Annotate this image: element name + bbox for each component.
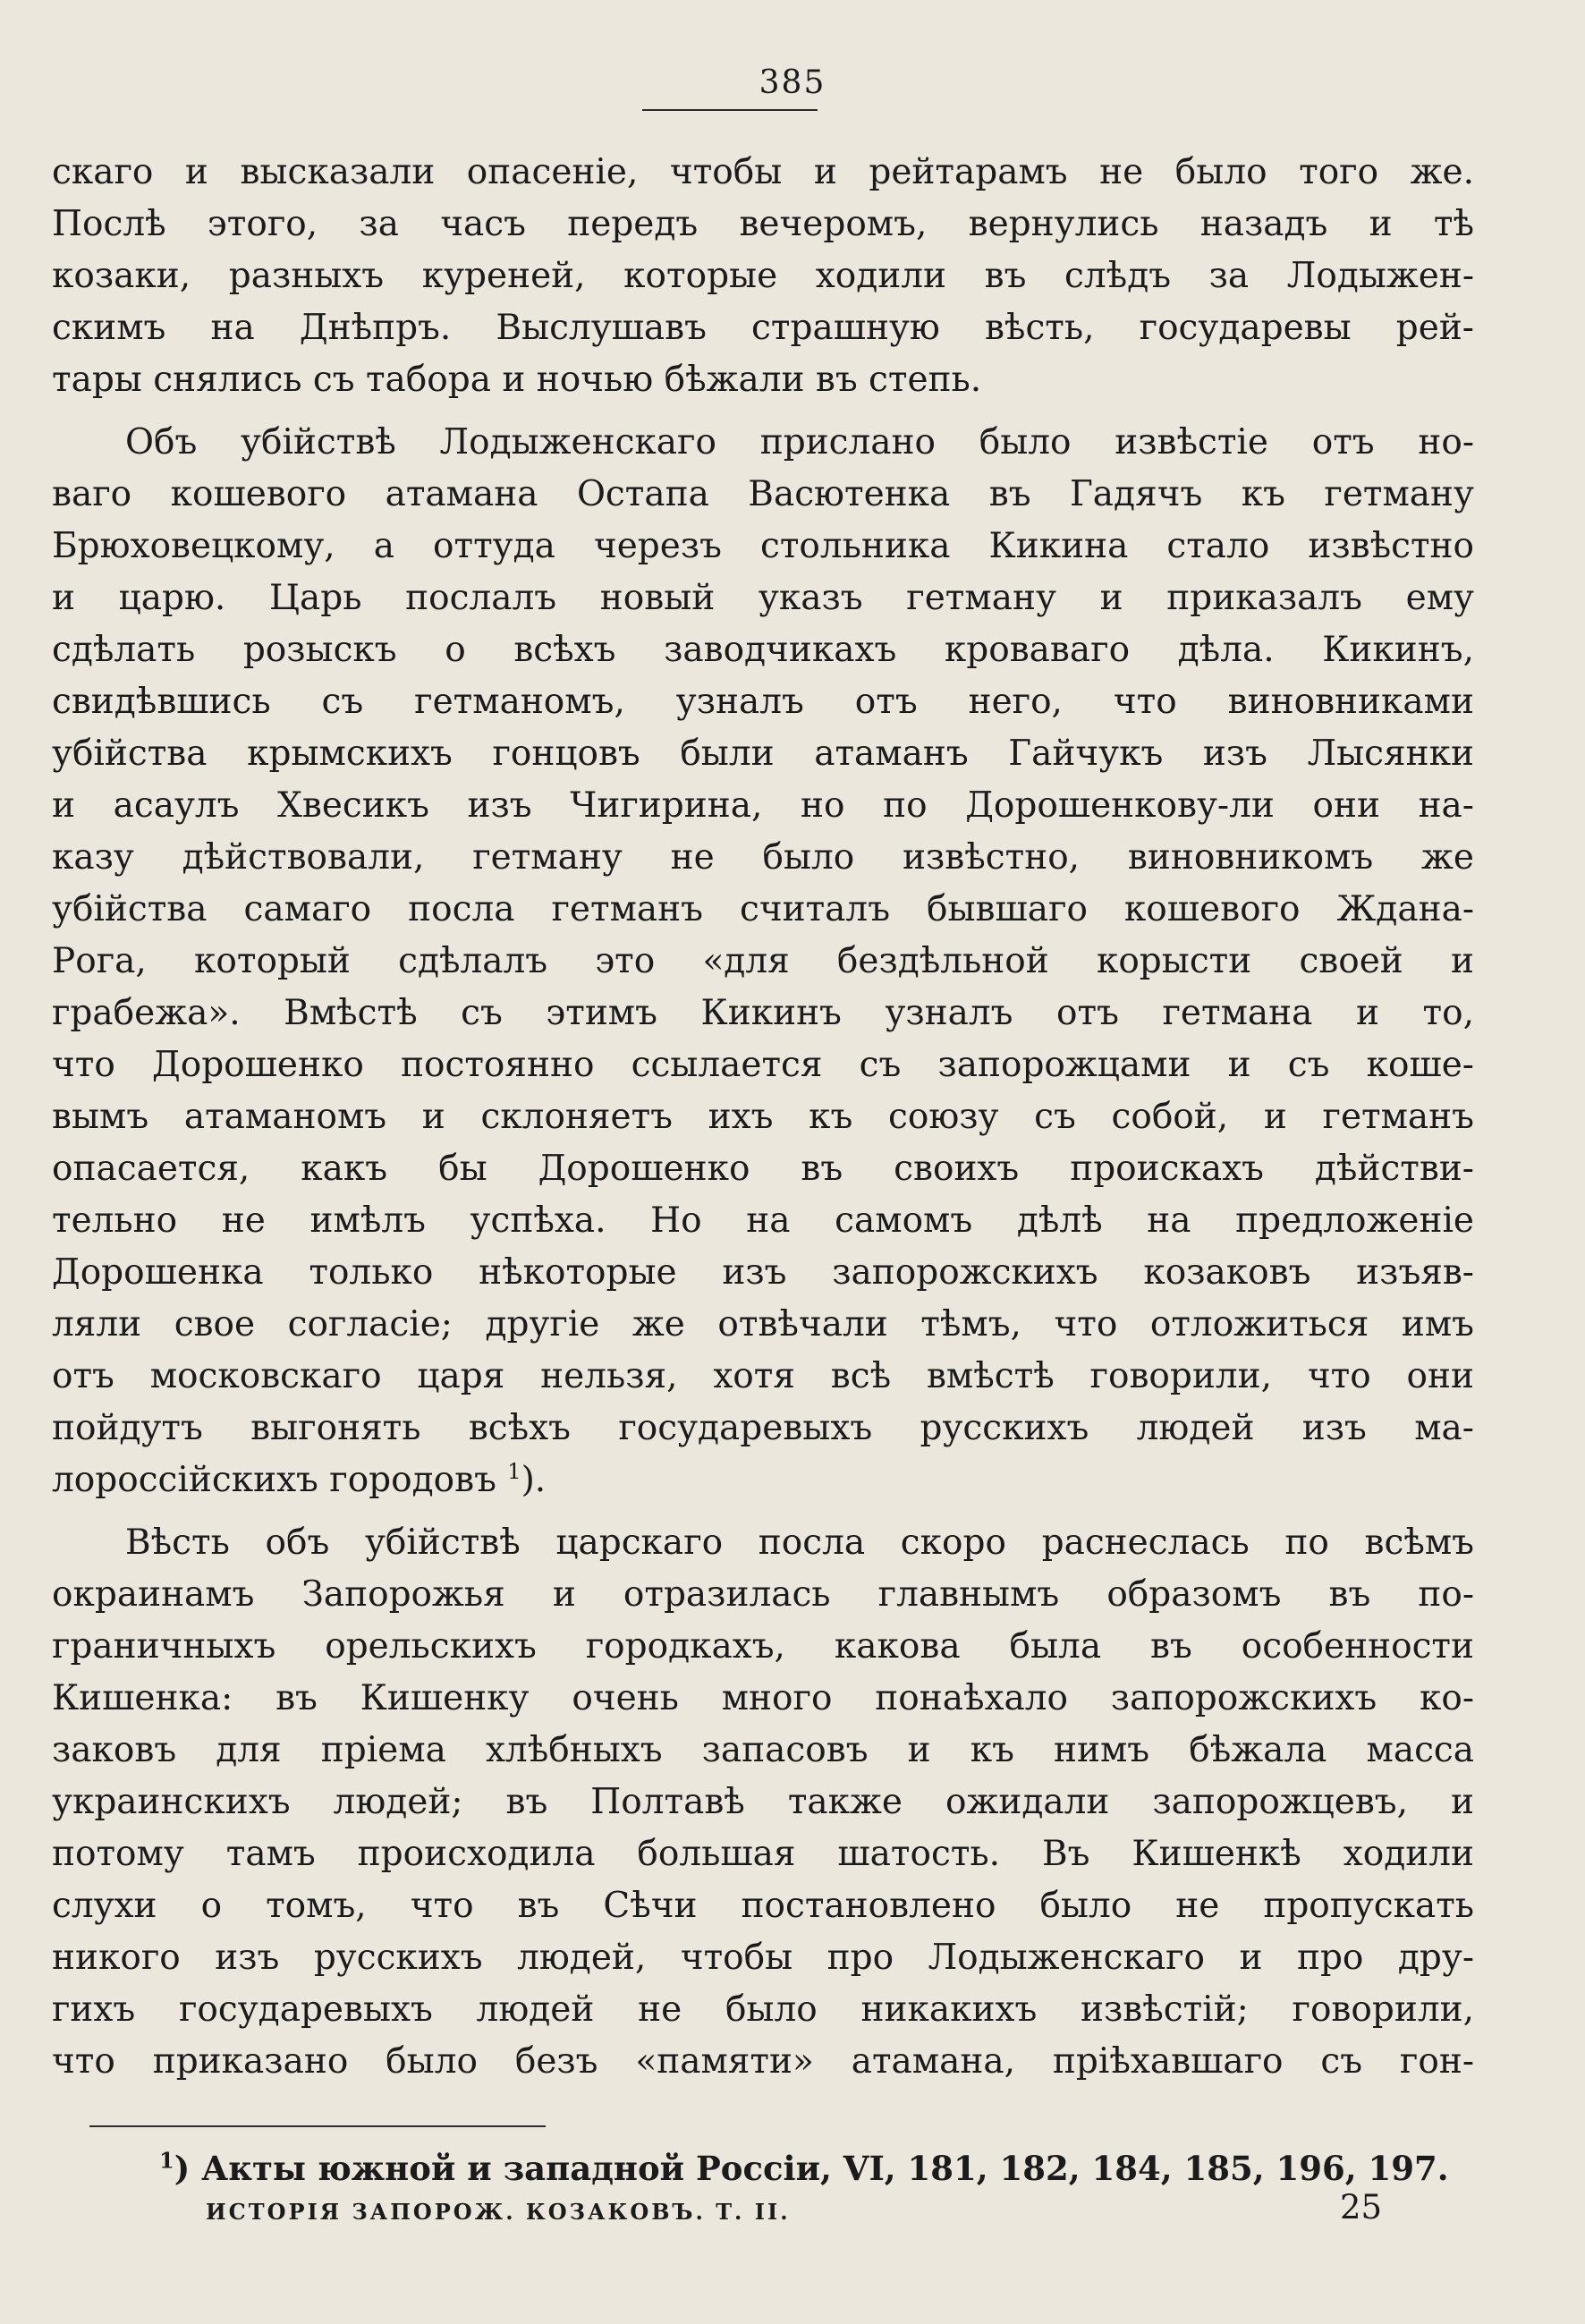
text-line: Послѣ этого, за часъ передъ вечеромъ, вернулись назадъ и тѣ [52, 204, 1474, 244]
text-line: окраинамъ Запорожья и отразилась главнымъ образомъ въ по- [52, 1574, 1474, 1615]
text-line: убійства крымскихъ гонцовъ были атаманъ Гайчукъ изъ Лысянки [52, 734, 1474, 774]
text-line: козаки, разныхъ куреней, которые ходили въ слѣдъ за Лодыжен- [52, 256, 1474, 296]
text-line: Вѣсть объ убійствѣ царскаго посла скоро раснеслась по всѣмъ [125, 1522, 1474, 1563]
text-line: вымъ атаманомъ и склоняетъ ихъ къ союзу съ собой, и гетманъ [52, 1097, 1474, 1137]
text-line: Дорошенка только нѣкоторые изъ запорожскихъ козаковъ изъяв- [52, 1252, 1474, 1293]
text-line: потому тамъ происходила большая шатость. Въ Кишенкѣ ходили [52, 1834, 1474, 1874]
body-text [52, 147, 1474, 2088]
text-line: слухи о томъ, что въ Сѣчи постановлено было не пропускать [52, 1886, 1474, 1926]
footnote-reference-suffix: ). [521, 1460, 547, 1500]
text-line-with-footnote [52, 1455, 1474, 1506]
text-line: Объ убійствѣ Лодыженскаго прислано было извѣстіе отъ но- [125, 422, 1474, 462]
text-line: опасается, какъ бы Дорошенко въ своихъ проискахъ дѣйстви- [52, 1149, 1474, 1189]
text-line: скаго и высказали опасеніе, чтобы и рейтарамъ не было того же. [52, 152, 1474, 192]
header-rule [642, 109, 818, 111]
text-line: пойдутъ выгонять всѣхъ государевыхъ русскихъ людей изъ ма- [52, 1408, 1474, 1448]
text-line: ваго кошевого атамана Остапа Васютенка въ Гадячъ къ гетману [52, 474, 1474, 514]
page-number: 385 [759, 64, 826, 101]
text-line: что Дорошенко постоянно ссылается съ запорожцами и съ коше- [52, 1045, 1474, 1085]
footnote-marker: 1 [159, 2147, 174, 2174]
text-line: тельно не имѣлъ успѣха. Но на самомъ дѣлѣ на предложеніе [52, 1200, 1474, 1241]
text-line: украинскихъ людей; въ Полтавѣ также ожидали запорожцевъ, и [52, 1782, 1474, 1822]
text-line: Брюховецкому, а оттуда черезъ стольника Кикина стало извѣстно [52, 526, 1474, 566]
text-line: свидѣвшись съ гетманомъ, узналъ отъ него, что виновниками [52, 682, 1474, 722]
text-line: сдѣлать розыскъ о всѣхъ заводчикахъ кроваваго дѣла. Кикинъ, [52, 630, 1474, 670]
text-line-content: лороссійскихъ городовъ [52, 1460, 496, 1500]
text-line: убійства самаго посла гетманъ считалъ бывшаго кошевого Ждана- [52, 889, 1474, 929]
text-line: Рога, который сдѣлалъ это «для бездѣльной корысти своей и [52, 941, 1474, 981]
text-line: скимъ на Днѣпръ. Выслушавъ страшную вѣсть, государевы рей- [52, 308, 1474, 348]
signature-number: 25 [1340, 2188, 1383, 2226]
footnote [159, 2143, 1447, 2193]
text-line: отъ московскаго царя нельзя, хотя всѣ вмѣстѣ говорили, что они [52, 1356, 1474, 1396]
footnote-reference: 1 [507, 1459, 521, 1484]
footnote-text: Акты южной и западной Россіи, VI, 181, 182, 184, 185, 196, 197. [201, 2149, 1449, 2188]
text-line: и царю. Царь послалъ новый указъ гетману и приказалъ ему [52, 578, 1474, 618]
text-line: гихъ государевыхъ людей не было никакихъ извѣстій; говорили, [52, 1989, 1474, 2030]
text-line: заковъ для пріема хлѣбныхъ запасовъ и къ нимъ бѣжала масса [52, 1730, 1474, 1770]
signature-title: ИСТОРІЯ ЗАПОРОЖ. КОЗАКОВЪ. Т. II. [206, 2199, 791, 2225]
text-line: Кишенка: въ Кишенку очень много понаѣхало запорожскихъ ко- [52, 1678, 1474, 1718]
text-line: граничныхъ орельскихъ городкахъ, какова была въ особенности [52, 1626, 1474, 1667]
text-line: что приказано было безъ «памяти» атамана, пріѣхавшаго съ гон- [52, 2041, 1474, 2082]
text-line: тары снялись съ табора и ночью бѣжали въ степь. [52, 360, 982, 400]
text-line: казу дѣйствовали, гетману не было извѣстно, виновникомъ же [52, 837, 1474, 878]
text-line: и асаулъ Хвесикъ изъ Чигирина, но по Дорошенкову-ли они на- [52, 785, 1474, 826]
text-line: грабежа». Вмѣстѣ съ этимъ Кикинъ узналъ отъ гетмана и то, [52, 993, 1474, 1033]
footnote-rule [89, 2125, 546, 2127]
text-line: ляли свое согласіе; другіе же отвѣчали тѣмъ, что отложиться имъ [52, 1304, 1474, 1344]
footnote-marker-suffix: ) [174, 2149, 191, 2188]
text-line: никого изъ русскихъ людей, чтобы про Лодыженскаго и про дру- [52, 1938, 1474, 1978]
